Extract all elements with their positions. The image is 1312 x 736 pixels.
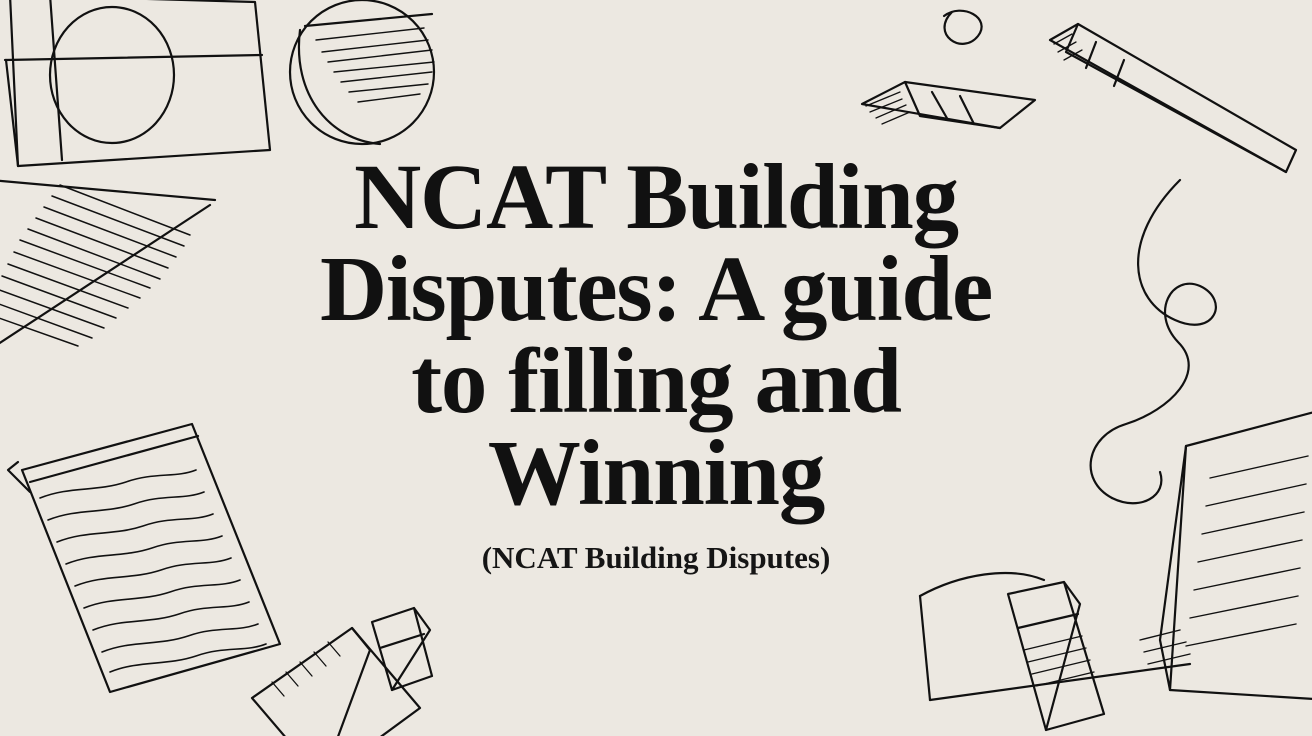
page-title: NCAT Building Disputes: A guide to filling and Winning — [319, 145, 993, 526]
page-subtitle: (NCAT Building Disputes) — [481, 540, 831, 576]
